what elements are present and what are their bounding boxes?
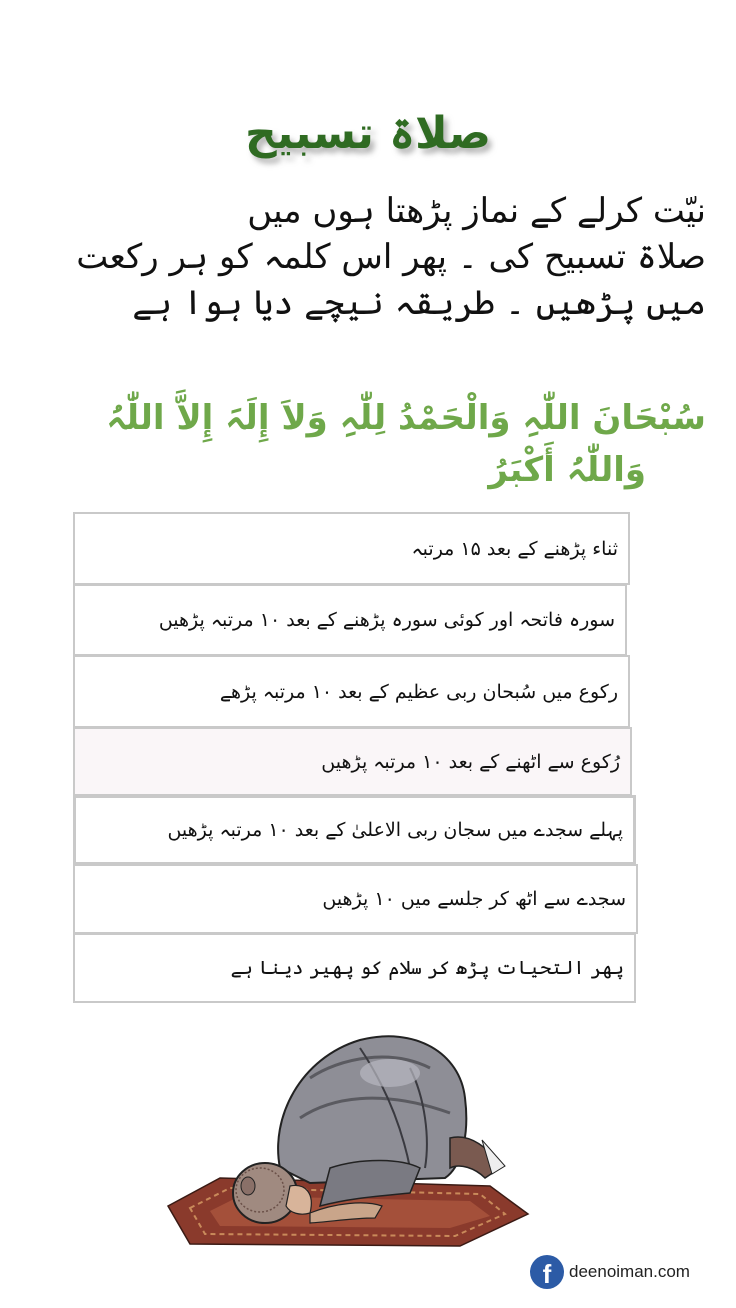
page-title: صلاۃ تسبیح — [245, 108, 491, 159]
step-text: رکوع میں سُبحان ربی عظیم کے بعد ۱۰ مرتبہ پڑھے — [219, 680, 618, 703]
step-row — [73, 933, 636, 1003]
step-row — [73, 655, 630, 728]
intention-line: میں پڑھیں ۔ طریقہ نیچے دیا ہوا ہے — [132, 283, 706, 323]
step-text: رُکوع سے اٹھنے کے بعد ۱۰ مرتبہ پڑھیں — [321, 750, 620, 773]
step-row — [73, 795, 636, 865]
intention-paragraph — [56, 188, 716, 326]
step-text: سورہ فاتحہ اور کوئی سورہ پڑھنے کے بعد ۱۰ مرتبہ پڑھیں — [158, 609, 615, 631]
kalima-line: سُبْحَانَ اللّٰہِ وَالْحَمْدُ لِلّٰہِ وَلاَ إِلَہَ إِلاَّ اللّٰہُ — [106, 398, 706, 438]
step-row — [73, 512, 630, 585]
step-text: پھر التحیات پڑھ کر سلام کو پھیر دینا ہے — [230, 957, 624, 979]
tasbih-kalima — [66, 392, 706, 496]
step-row — [73, 584, 627, 656]
kalima-line: وَاللّٰہُ أَكْبَرُ — [488, 450, 646, 490]
intention-line: صلاۃ تسبیح کی ۔ پھر اس کلمہ کو ہر رکعت — [76, 237, 706, 277]
site-link[interactable]: deenoiman.com — [569, 1262, 690, 1281]
footer-branding — [530, 1254, 690, 1290]
sajdah-illustration — [160, 1018, 530, 1250]
facebook-icon[interactable]: f — [530, 1255, 564, 1289]
step-row — [73, 864, 638, 934]
step-text: سجدے سے اٹھ کر جلسے میں ۱۰ پڑھیں — [322, 888, 626, 910]
step-text: ثناء پڑھنے کے بعد ۱۵ مرتبہ — [411, 537, 618, 560]
step-row — [73, 727, 632, 796]
intention-line: نیّت کرلے کے نماز پڑھتا ہوں میں — [247, 191, 706, 231]
step-text: پہلے سجدے میں سجان ربی الاعلیٰ کے بعد ۱۰ مرتبہ پڑھیں — [167, 819, 623, 841]
